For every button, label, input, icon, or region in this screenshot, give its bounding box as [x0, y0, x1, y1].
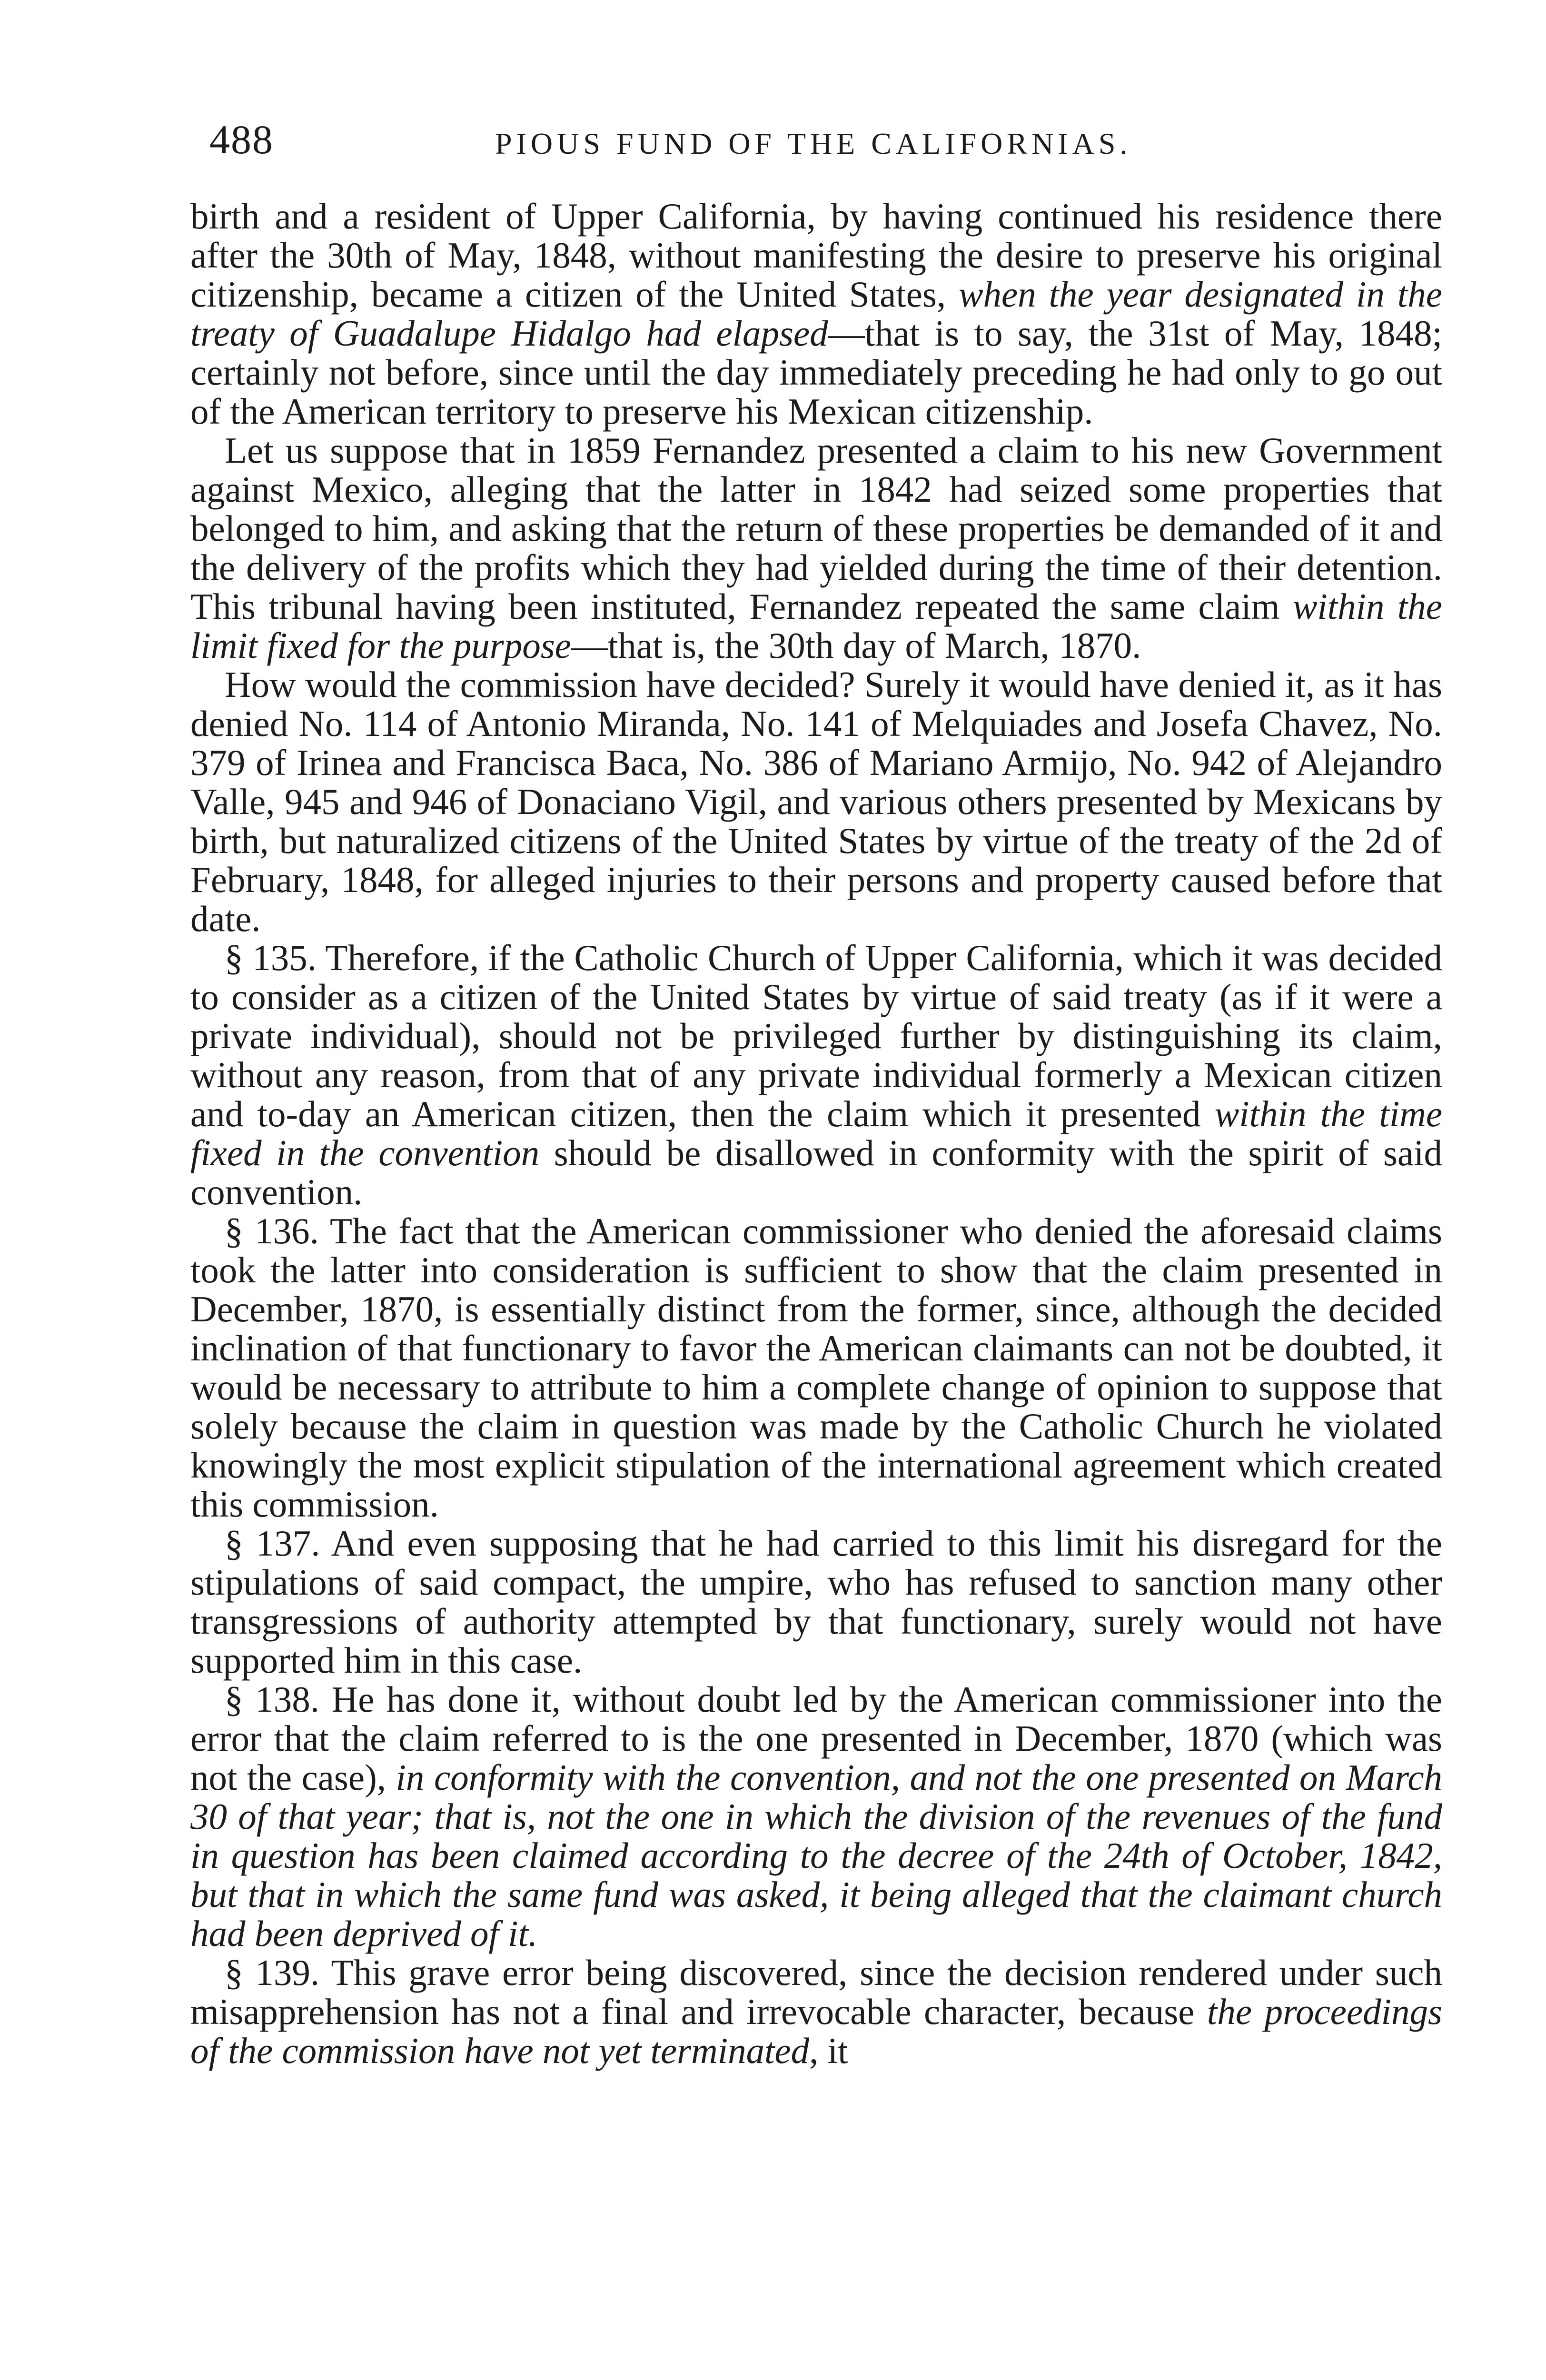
page-number: 488	[209, 117, 274, 162]
paragraph	[190, 1680, 1442, 1953]
running-title: PIOUS FUND OF THE CALIFORNIAS.	[495, 127, 1132, 160]
paragraph	[190, 1953, 1442, 2070]
text-run: should be disallowed in conformity with the spirit of said convention.	[190, 1132, 1442, 1212]
italic-text: when the year designated in the treaty of Guadalupe Hidalgo had elapsed	[190, 274, 1442, 354]
text-run: , it	[809, 2030, 848, 2071]
paragraph	[190, 1211, 1442, 1524]
page-header	[209, 113, 1457, 170]
paragraph	[190, 197, 1442, 431]
text-run: § 139. This grave error being discovered, since the decision rendered under such misapprehension has not a final and irrevocable character, because	[190, 1952, 1442, 2032]
text-run: birth and a resident of Upper California, by having continued his residence there after the 30th of May, 1848, without manifesting the desire to preserve his original citizenship, became a citizen of the United States,	[190, 196, 1442, 315]
body-text	[190, 197, 1442, 2070]
text-run: Let us suppose that in 1859 Fernandez presented a claim to his new Government against Mexico, alleging that the latter in 1842 had seized some properties that belonged to him, and asking that the return of these properties be demanded of it and the delivery of the profits which they had yielded during the time of their detention. This tribunal having been instituted, Fernandez repeated the same claim	[190, 430, 1442, 627]
italic-text: the proceedings of the commission have not yet terminated	[190, 1991, 1442, 2071]
italic-text: within the limit fixed for the purpose	[190, 586, 1442, 666]
italic-text: within the time fixed in the convention	[190, 1093, 1442, 1173]
text-run: —that is to say, the 31st of May, 1848; certainly not before, since until the day immediately preceding he had only to go out of the American territory to preserve his Mexican citizenship.	[190, 313, 1442, 432]
italic-text: in conformity with the convention, and not the one presented on March 30 of that year; that is, not the one in which the division of the revenues of the fund in question has been claimed according to the decree of the 24th of October, 1842, but that in which the same fund was asked, it being alleged that the claimant church had been deprived of it.	[190, 1757, 1442, 1954]
text-run: § 138. He has done it, without doubt led by the American commissioner into the error that the claim referred to is the one presented in December, 1870 (which was not the case),	[190, 1679, 1442, 1798]
text-run: § 135. Therefore, if the Catholic Church of Upper California, which it was decided to consider as a citizen of the United States by virtue of said treaty (as if it were a private individual), should not be privileged further by distinguishing its claim, without any reason, from that of any private individual formerly a Mexican citizen and to-day an American citizen, then the claim which it presented	[190, 937, 1442, 1134]
paragraph	[190, 665, 1442, 938]
text-run: § 137. And even supposing that he had carried to this limit his disregard for the stipulations of said compact, the umpire, who has refused to sanction many other transgressions of authority attempted by that functionary, surely would not have supported him in this case.	[190, 1523, 1442, 1681]
paragraph	[190, 1524, 1442, 1680]
text-run: § 136. The fact that the American commissioner who denied the aforesaid claims took the latter into consideration is sufficient to show that the claim presented in December, 1870, is essentially distinct from the former, since, although the decided inclination of that functionary to favor the American claimants can not be doubted, it would be necessary to attribute to him a complete change of opinion to suppose that solely because the claim in question was made by the Catholic Church he violated knowingly the most explicit stipulation of the international agreement which created this commission.	[190, 1210, 1442, 1525]
paragraph	[190, 431, 1442, 665]
paragraph	[190, 938, 1442, 1211]
text-run: How would the commission have decided? Surely it would have denied it, as it has denied No. 114 of Antonio Miranda, No. 141 of Melquiades and Josefa Chavez, No. 379 of Irinea and Francisca Baca, No. 386 of Mariano Armijo, No. 942 of Alejandro Valle, 945 and 946 of Donaciano Vigil, and various others presented by Mexicans by birth, but naturalized citizens of the United States by virtue of the treaty of the 2d of February, 1848, for alleged injuries to their persons and property caused before that date.	[190, 664, 1442, 939]
text-run: —that is, the 30th day of March, 1870.	[571, 625, 1141, 666]
